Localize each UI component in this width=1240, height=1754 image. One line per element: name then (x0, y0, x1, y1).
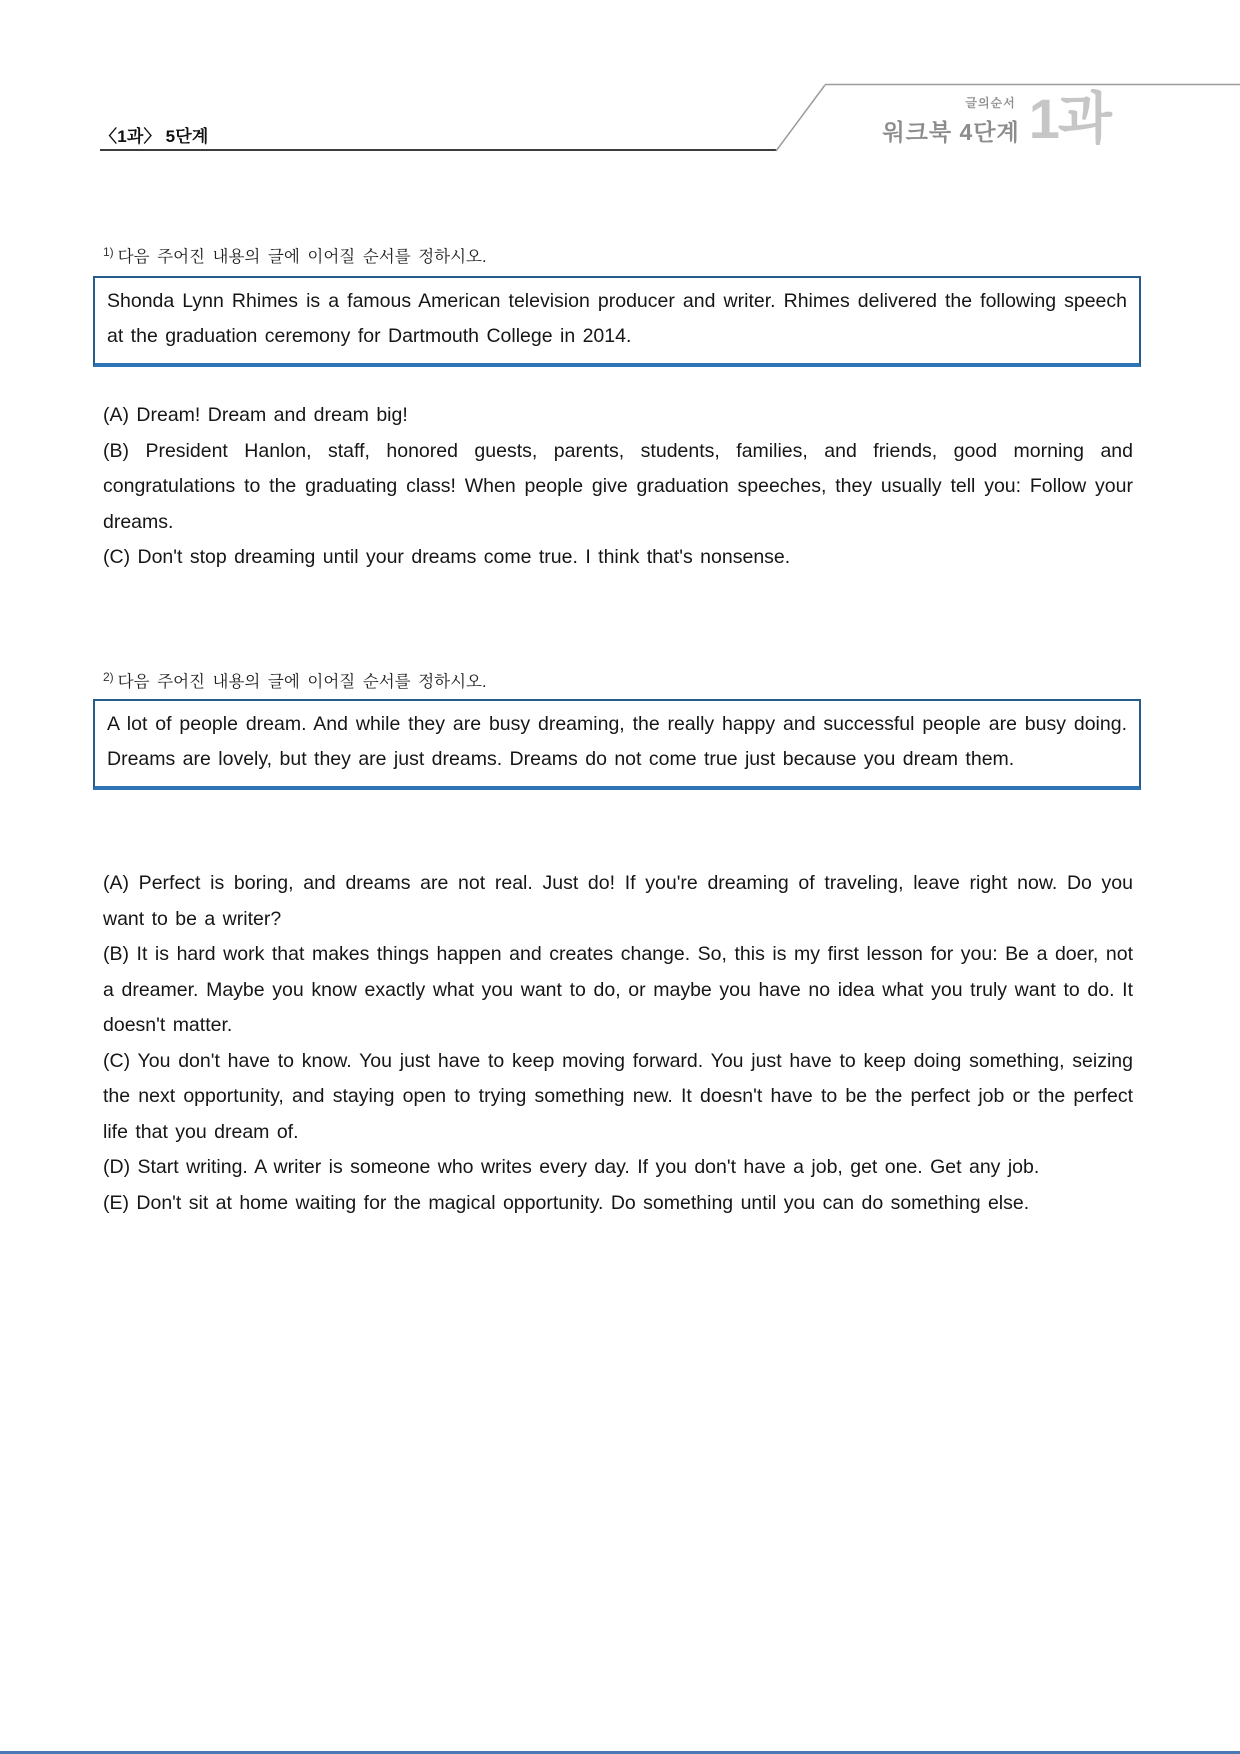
question-2-option-a: (A) Perfect is boring, and dreams are not real. Just do! If you're dreaming of traveling, leave right now. Do you want to be a writer? (103, 872, 1133, 930)
question-1-passage-box: Shonda Lynn Rhimes is a famous American television producer and writer. Rhimes delivered the following speech at the graduation ceremony for Dartmouth College in 2014. (93, 276, 1141, 367)
question-2-options (103, 866, 1133, 1221)
header-chapter-label: 1과 (1028, 87, 1110, 150)
page-title: 〈1과〉 5단계 (100, 127, 209, 146)
question-2-passage-box: A lot of people dream. And while they are busy dreaming, the really happy and successful people are busy doing. Dreams are lovely, but they are just dreams. Dreams do not come true just because you dream them. (93, 699, 1141, 790)
header-topic-label: 글의순서 (965, 96, 1016, 110)
question-2-number: 2) (103, 670, 114, 684)
question-1-option-b: (B) President Hanlon, staff, honored guests, parents, students, families, and friends, good morning and congratulations to the graduating class! When people give graduation speeches, they usually tell you: Follow your dreams. (103, 439, 1133, 533)
question-2-option-e: (E) Don't sit at home waiting for the magical opportunity. Do something until you can do something else. (103, 1191, 1030, 1214)
question-1-number: 1) (103, 245, 114, 259)
question-2-option-c: (C) You don't have to know. You just have to keep moving forward. You just have to keep doing something, seizing the next opportunity, and staying open to trying something new. It doesn't have to be the perfect job or the perfect life that you dream of. (103, 1049, 1133, 1143)
header-right-block (882, 87, 1110, 150)
question-2-option-d: (D) Start writing. A writer is someone who writes every day. If you don't have a job, get one. Get any job. (103, 1156, 1040, 1178)
question-2-prompt: $^{2)}$ 다음 주어진 내용의 글에 이어질 순서를 정하시오. (103, 670, 487, 691)
question-2-option-b: (B) It is hard work that makes things happen and creates change. So, this is my first lesson for you: Be a doer, not a dreamer. Maybe you know exactly what you want to do, or maybe you have no idea what you truly want to do. It doesn't matter. (103, 943, 1133, 1036)
question-1-option-a: (A) Dream! Dream and dream big! (103, 404, 408, 426)
question-1-option-c: (C) Don't stop dreaming until your dreams come true. I think that's nonsense. (103, 546, 791, 568)
question-1-prompt: $^{1)}$ 다음 주어진 내용의 글에 이어질 순서를 정하시오. (103, 245, 487, 266)
question-1-options (103, 398, 1133, 576)
header-workbook-label: 워크북 4단계 (882, 119, 1020, 145)
